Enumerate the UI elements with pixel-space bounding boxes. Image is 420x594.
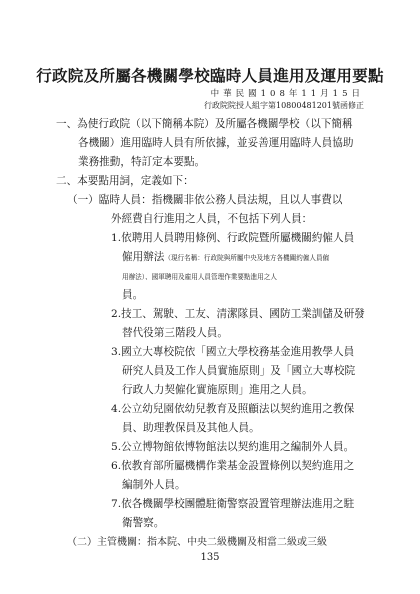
text-line: 各機關）進用臨時人員有所依據，並妥善運用臨時人員協助	[78, 137, 354, 149]
text-line: 二、本要點用詞，定義如下：	[56, 175, 194, 187]
text-line: 編制外人員。	[122, 479, 186, 491]
text-line: 7.依各機關學校團體駐衛警察設置管理辦法進用之駐	[111, 498, 355, 510]
text-line: 一、為使行政院（以下簡稱本院）及所屬各機關學校（以下簡稱	[56, 118, 353, 130]
text-line: 外經費自行進用之人員，不包括下列人員：	[111, 213, 313, 225]
text-line: 業務推動，特訂定本要點。	[78, 156, 206, 168]
text-line: 3.國立大專校院依「國立大學校務基金進用教學人員	[111, 346, 355, 358]
document-title: 行政院及所屬各機關學校臨時人員進用及運用要點	[36, 66, 384, 85]
text-line: （一）臨時人員：指機關非依公務人員法規，且以人事費以	[67, 194, 343, 206]
note-text: 用辦法）、國軍聘用及雇用人員管理作業要點進用之人	[122, 273, 277, 281]
note-text: （現行名稱：行政院與所屬中央及地方各機關約僱人員僱	[164, 254, 330, 262]
document-reference: 行政院院授人組字第10800481201號函修正	[204, 101, 364, 110]
text-line: 替代役第三階段人員。	[122, 327, 228, 339]
text-line: （二）主管機關：指本院、中央二級機關及相當二級或三級	[67, 537, 327, 548]
text-line: 研究人員及工作人員實施原則」及「國立大專校院	[122, 365, 356, 377]
text-line: 5.公立博物館依博物館法以契約進用之編制外人員。	[111, 441, 355, 453]
text-line: 4.公立幼兒園依幼兒教育及照顧法以契約進用之教保	[111, 403, 355, 415]
text-line: 1.依聘用人員聘用條例、行政院暨所屬機關約僱人員	[111, 232, 355, 244]
document-date: 中華民國108年11月15日	[210, 89, 364, 99]
text-line	[122, 248, 329, 268]
text-line: 員。	[122, 289, 144, 301]
text-line: 行政人力契僱化實施原則」進用之人員。	[122, 384, 313, 396]
text-line	[122, 267, 277, 287]
text-line: 2.技工、駕駛、工友、清潔隊員、國防工業訓儲及研發	[111, 308, 365, 320]
text-line: 6.依教育部所屬機構作業基金設置條例以契約進用之	[111, 460, 355, 472]
text-line: 衛警察。	[122, 517, 165, 529]
text-segment: 僱用辦法	[122, 251, 165, 263]
page-number: 135	[200, 552, 220, 563]
text-line: 員、助理教保員及其他人員。	[122, 422, 260, 434]
